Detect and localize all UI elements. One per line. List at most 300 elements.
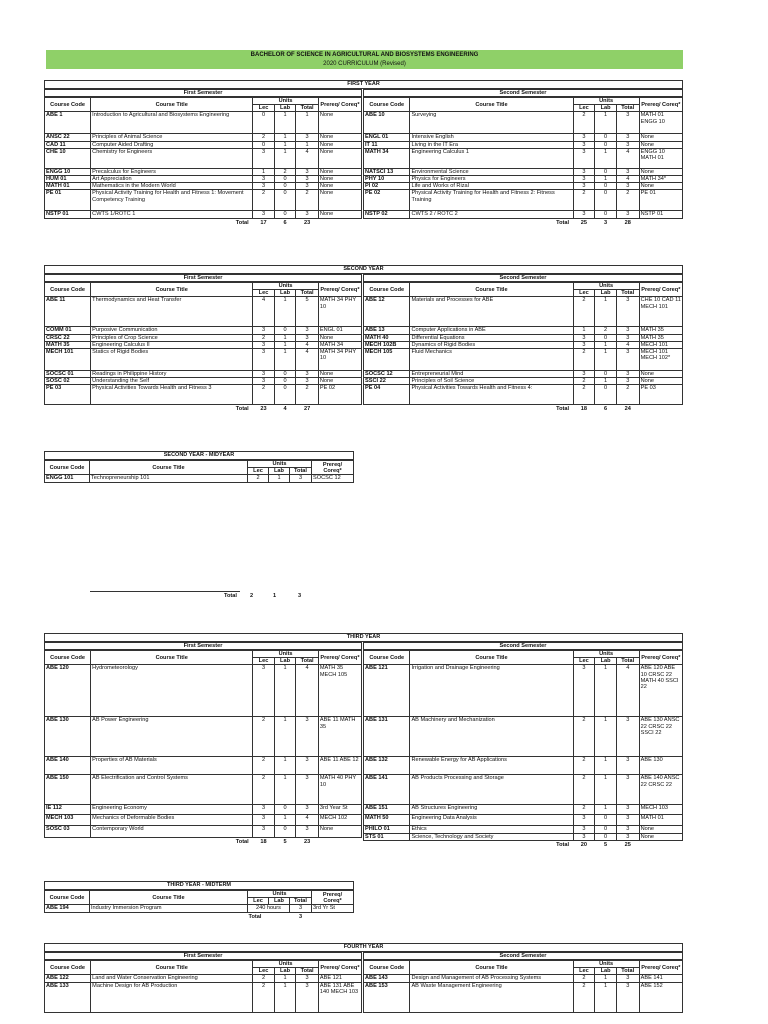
course-title: Principles of Soil Science	[410, 378, 573, 385]
course-title: Dynamics of Rigid Bodies	[410, 341, 573, 348]
spacer	[364, 218, 410, 226]
lec-units: 3	[573, 815, 595, 826]
lec-units: 3	[253, 371, 275, 378]
course-code: PE 02	[364, 190, 410, 211]
course-title: Materials and Processes for ABE	[410, 297, 573, 327]
lec-units: 0	[253, 141, 275, 148]
course-code: ABE 194	[45, 905, 90, 912]
curriculum-subtitle: 2020 CURRICULUM (Revised)	[323, 60, 406, 67]
semester-total-label: Total	[556, 406, 570, 413]
course-row	[45, 112, 362, 134]
total-units: 3	[296, 334, 319, 341]
course-row	[45, 475, 354, 482]
prereq: ABE 121	[318, 975, 361, 982]
course-row	[364, 378, 683, 385]
lec-units: 3	[573, 176, 595, 183]
course-title: Irrigation and Drainage Engineering	[410, 665, 573, 717]
course-code-header: Course Code	[364, 651, 410, 665]
course-code-header: Course Code	[364, 961, 410, 975]
lab-units: 0	[595, 826, 617, 833]
course-code: ABE 121	[364, 665, 410, 717]
prereq: None	[639, 183, 682, 190]
course-row	[364, 371, 683, 378]
lec-units: 3	[573, 183, 595, 190]
course-title: Physical Activities Towards Health and Fitness 4:	[410, 385, 573, 405]
course-row	[45, 815, 362, 826]
lab-units: 0	[274, 327, 296, 334]
course-code: SSCI 22	[364, 378, 410, 385]
second-semester	[363, 642, 683, 848]
lab-units: 1	[595, 112, 617, 134]
prereq: None	[639, 141, 682, 148]
lab-header: Lab	[269, 898, 290, 905]
lab-units: 1	[595, 982, 617, 1012]
course-row	[364, 211, 683, 218]
lab-units: 0	[274, 385, 296, 405]
lab-units: 1	[274, 134, 296, 141]
total-units: 2	[616, 190, 639, 211]
total-units: 3	[616, 826, 639, 833]
course-title: AB Structures Engineering	[410, 805, 573, 815]
lab-units: 0	[274, 805, 296, 815]
total-units: 4	[616, 176, 639, 183]
units-header: Units	[573, 961, 639, 968]
course-code: MECH 102B	[364, 341, 410, 348]
course-title-header: Course Title	[91, 961, 253, 975]
total-units: 2	[296, 385, 319, 405]
year-heading: SECOND YEAR	[44, 265, 683, 274]
immersion-hours: 240 hours	[248, 905, 290, 912]
total-units: 3	[616, 757, 639, 775]
total-units: 3	[616, 349, 639, 371]
course-row	[364, 385, 683, 405]
course-title-header: Course Title	[91, 651, 253, 665]
lec-header: Lec	[573, 658, 595, 665]
year-block-fourth	[44, 943, 683, 1013]
semester-total-row	[364, 218, 683, 226]
course-title: Physical Activity Training for Health and Fitness 1: Movement Competency Training	[91, 190, 253, 211]
lec-units: 3	[573, 141, 595, 148]
course-row	[45, 757, 362, 775]
lab-units: 0	[595, 833, 617, 840]
course-title: Industry Immersion Program	[90, 905, 248, 912]
lec-units: 3	[253, 665, 275, 717]
spacer	[45, 838, 91, 846]
course-table	[363, 97, 683, 226]
semester-total-total: 27	[303, 406, 311, 413]
course-title: Computer Aided Drafting	[91, 141, 253, 148]
course-code: ENGL 01	[364, 134, 410, 141]
course-title-header: Course Title	[410, 961, 573, 975]
course-title: Precalculus for Engineers	[91, 168, 253, 175]
course-title: Art Appreciation	[91, 176, 253, 183]
course-code: ABE 141	[364, 775, 410, 805]
course-title: Physics for Engineers	[410, 176, 573, 183]
lec-units: 3	[573, 134, 595, 141]
lab-units: 0	[595, 334, 617, 341]
course-row	[364, 805, 683, 815]
units-header: Units	[253, 961, 319, 968]
prereq: 3rd Year St	[318, 805, 361, 815]
course-row	[364, 815, 683, 826]
lec-units: 2	[573, 775, 595, 805]
course-title: AB Products Processing and Storage	[410, 775, 573, 805]
lab-units: 1	[595, 341, 617, 348]
lec-units: 3	[253, 826, 275, 838]
course-title: Machine Design for AB Production	[91, 982, 253, 1012]
total-units: 3	[616, 211, 639, 218]
lec-units: 2	[573, 982, 595, 1012]
total-header: Total	[296, 658, 319, 665]
prereq: MATH 35	[639, 327, 682, 334]
course-title: Chemistry for Engineers	[91, 148, 253, 168]
year-heading: THIRD YEAR	[44, 633, 683, 642]
units-header: Units	[573, 651, 639, 658]
course-title: Life and Works of Rizal	[410, 183, 573, 190]
lec-header: Lec	[573, 105, 595, 112]
prereq-header: Prereq/ Coreq*	[312, 461, 354, 475]
total-units: 4	[296, 341, 319, 348]
course-code-header: Course Code	[364, 98, 410, 112]
prereq: None	[318, 826, 361, 838]
course-code: MECH 101	[45, 349, 91, 371]
total-units: 3	[616, 815, 639, 826]
prereq: None	[318, 371, 361, 378]
course-title-header: Course Title	[91, 98, 253, 112]
lec-units: 0	[253, 112, 275, 134]
spacer	[45, 912, 248, 920]
prereq: ABE 140 ANSC 22 CRSC 22	[639, 775, 682, 805]
course-title: AB Power Engineering	[91, 717, 253, 757]
midyear-heading: SECOND YEAR - MIDYEAR	[44, 451, 354, 460]
lec-units: 2	[253, 775, 275, 805]
course-table	[44, 650, 362, 846]
course-row	[364, 717, 683, 757]
lec-units: 2	[573, 385, 595, 405]
lec-units: 3	[573, 341, 595, 348]
lab-units: 1	[595, 975, 617, 982]
course-title: AB Machinery and Mechanization	[410, 717, 573, 757]
course-code: HUM 01	[45, 176, 91, 183]
prereq: MATH 34	[318, 341, 361, 348]
course-code: ABE 131	[364, 717, 410, 757]
lec-units: 3	[573, 833, 595, 840]
spacer	[318, 405, 361, 413]
course-title-header: Course Title	[410, 98, 573, 112]
semester-total-total: 23	[303, 839, 311, 846]
lab-units: 1	[274, 975, 296, 982]
total-units: 3	[296, 176, 319, 183]
course-title: Engineering Calculus 1	[410, 148, 573, 168]
course-title: Mechanics of Deformable Bodies	[91, 815, 253, 826]
course-code: ABE 12	[364, 297, 410, 327]
course-code: ABE 120	[45, 665, 91, 717]
lec-units: 1	[253, 168, 275, 175]
total-units: 3	[296, 757, 319, 775]
course-code: ABE 1	[45, 112, 91, 134]
course-title: Entrepreneurial Mind	[410, 371, 573, 378]
prereq-header: Prereq/ Coreq*	[639, 961, 682, 975]
lab-header: Lab	[274, 968, 296, 975]
course-row	[45, 982, 362, 1012]
lec-units: 3	[573, 168, 595, 175]
total-units: 4	[616, 148, 639, 168]
lab-units: 1	[595, 349, 617, 371]
course-code-header: Course Code	[45, 891, 90, 905]
lec-header: Lec	[573, 290, 595, 297]
total-header: Total	[616, 290, 639, 297]
semesters	[44, 274, 683, 413]
prereq: PE 03	[639, 385, 682, 405]
lec-units: 3	[253, 148, 275, 168]
course-code: CAD 11	[45, 141, 91, 148]
semester-total-lab: 3	[603, 219, 608, 226]
course-code: MATH 35	[45, 341, 91, 348]
total-header: Total	[616, 658, 639, 665]
prereq: MATH 34*	[639, 176, 682, 183]
prereq: MATH 01 ENGG 10	[639, 112, 682, 134]
lab-units: 1	[274, 717, 296, 757]
prereq: None	[318, 141, 361, 148]
lab-units: 0	[595, 815, 617, 826]
prereq: None	[318, 134, 361, 141]
course-title-header: Course Title	[90, 891, 248, 905]
prereq: None	[639, 826, 682, 833]
midyear-total-lec: 2	[250, 593, 254, 599]
lab-units: 1	[274, 757, 296, 775]
course-row	[45, 775, 362, 805]
lec-units: 2	[253, 190, 275, 211]
semester-total-lab: 6	[283, 219, 287, 226]
course-table	[44, 97, 362, 226]
course-title: Thermodynamics and Heat Transfer	[91, 297, 253, 327]
total-header: Total	[296, 105, 319, 112]
prereq: ABE 120 ABE 10 CRSC 22 MATH 40 SSCI 22	[639, 665, 682, 717]
course-code: SOSC 02	[45, 378, 91, 385]
course-code: ABE 10	[364, 112, 410, 134]
lab-units: 0	[274, 190, 296, 211]
midyear-total-label: Total	[224, 593, 237, 599]
spacer	[639, 405, 682, 413]
course-code: ABE 151	[364, 805, 410, 815]
semester-total-label: Total	[235, 839, 249, 846]
semester-title: First Semester	[44, 642, 362, 650]
course-row	[45, 378, 362, 385]
lab-units: 0	[595, 211, 617, 218]
lab-units: 1	[274, 334, 296, 341]
spacer	[45, 405, 91, 413]
lab-units: 2	[274, 168, 296, 175]
lab-units: 1	[595, 176, 617, 183]
semester-total-lec: 20	[580, 841, 587, 848]
course-code: MATH 34	[364, 148, 410, 168]
lab-units: 0	[274, 371, 296, 378]
lab-units: 0	[595, 385, 617, 405]
lab-units: 1	[274, 297, 296, 327]
course-code: NSTP 01	[45, 211, 91, 218]
course-row	[45, 341, 362, 348]
total-units: 3	[616, 717, 639, 757]
course-title: Fluid Mechanics	[410, 349, 573, 371]
course-row	[45, 385, 362, 405]
total-units: 3	[296, 371, 319, 378]
semester-total-label: Total	[235, 219, 249, 226]
semesters	[44, 642, 683, 848]
course-title: Introduction to Agricultural and Biosystems Engineering	[91, 112, 253, 134]
prereq: ABE 141	[639, 975, 682, 982]
course-title: Mathematics in the Modern World	[91, 183, 253, 190]
course-row	[45, 183, 362, 190]
semester-total-label: Total	[235, 406, 249, 413]
midyear-total-line	[90, 591, 240, 592]
course-row	[45, 805, 362, 815]
course-code: PHY 10	[364, 176, 410, 183]
lec-units: 2	[573, 112, 595, 134]
lab-units: 1	[274, 349, 296, 371]
spacer	[639, 218, 682, 226]
course-row	[364, 975, 683, 982]
lec-units: 2	[573, 297, 595, 327]
prereq: PE 01	[639, 190, 682, 211]
course-code-header: Course Code	[45, 651, 91, 665]
course-row	[364, 190, 683, 211]
course-row	[364, 341, 683, 348]
course-title: Contemporary World	[91, 826, 253, 838]
course-title-header: Course Title	[90, 461, 248, 475]
lab-header: Lab	[595, 968, 617, 975]
lab-units: 1	[274, 982, 296, 1012]
semester-total-label: Total	[556, 219, 570, 226]
semester-total-lec: 23	[260, 406, 267, 413]
lec-units: 3	[253, 183, 275, 190]
course-row	[364, 982, 683, 1012]
course-row	[45, 349, 362, 371]
prereq-header: Prereq/ Coreq*	[639, 283, 682, 297]
second-semester	[363, 274, 683, 413]
course-code: ABE 11	[45, 297, 91, 327]
course-row	[364, 665, 683, 717]
spacer	[639, 840, 682, 848]
course-code: MECH 103	[45, 815, 91, 826]
lab-units: 1	[274, 775, 296, 805]
course-row	[364, 183, 683, 190]
prereq: None	[639, 378, 682, 385]
lab-units: 0	[595, 134, 617, 141]
total-units: 4	[296, 665, 319, 717]
lec-units: 3	[253, 211, 275, 218]
lab-units: 0	[274, 211, 296, 218]
semester-total-lab: 4	[283, 406, 287, 413]
course-table	[363, 282, 683, 413]
semester-total-total: 28	[624, 219, 631, 226]
total-units: 3	[616, 805, 639, 815]
total-units: 4	[296, 349, 319, 371]
semester-total-total: 25	[624, 841, 631, 848]
total-header: Total	[290, 898, 312, 905]
prereq: None	[318, 148, 361, 168]
lab-units: 1	[274, 665, 296, 717]
prereq-header: Prereq/ Coreq*	[639, 98, 682, 112]
midterm-total-row	[45, 912, 354, 920]
lab-units: 2	[595, 327, 617, 334]
program-title: BACHELOR OF SCIENCE IN AGRICULTURAL AND BIOSYSTEMS ENGINEERING	[250, 52, 479, 58]
course-code: ABE 150	[45, 775, 91, 805]
prereq-header: Prereq/ Coreq*	[318, 283, 361, 297]
lab-units: 0	[274, 826, 296, 838]
semester-total-lec: 17	[260, 219, 267, 226]
lec-units: 3	[253, 327, 275, 334]
course-title: Engineering Calculus II	[91, 341, 253, 348]
semester-title: Second Semester	[363, 89, 683, 97]
lec-units: 1	[573, 327, 595, 334]
lab-units: 1	[269, 475, 290, 482]
semester-total-row	[364, 405, 683, 413]
course-row	[364, 826, 683, 833]
lec-units: 2	[253, 334, 275, 341]
prereq: None	[318, 176, 361, 183]
total-units: 3	[296, 168, 319, 175]
year-block-second	[44, 265, 683, 413]
course-code: NATSCI 13	[364, 168, 410, 175]
total-units: 3	[296, 975, 319, 982]
midterm-total-label: Total	[248, 913, 262, 920]
course-code-header: Course Code	[45, 461, 90, 475]
midterm-heading: THIRD YEAR - MIDTERM	[44, 881, 354, 890]
lab-units: 1	[274, 141, 296, 148]
course-code: ABE 133	[45, 982, 91, 1012]
course-row	[45, 826, 362, 838]
total-units: 3	[296, 378, 319, 385]
course-code: CRSC 22	[45, 334, 91, 341]
total-units: 3	[616, 168, 639, 175]
course-code: ABE 132	[364, 757, 410, 775]
second-semester	[363, 89, 683, 226]
course-title: CWTS 2 / ROTC 2	[410, 211, 573, 218]
semester-total-lec: 18	[260, 839, 267, 846]
midyear-total-total: 3	[298, 593, 302, 599]
course-title: AB Waste Management Engineering	[410, 982, 573, 1012]
prereq: MATH 34 PHY 10	[318, 297, 361, 327]
units-header: Units	[248, 461, 312, 468]
semester-total-lab: 6	[603, 406, 608, 413]
course-row	[364, 833, 683, 840]
course-title: Purposive Communication	[91, 327, 253, 334]
course-code: IT 11	[364, 141, 410, 148]
semester-total-row	[45, 405, 362, 413]
lec-units: 3	[573, 371, 595, 378]
lab-units: 0	[274, 378, 296, 385]
course-row	[45, 148, 362, 168]
prereq-header: Prereq/ Coreq*	[318, 651, 361, 665]
midyear-table	[44, 460, 354, 483]
semesters	[44, 952, 683, 1013]
course-row	[364, 775, 683, 805]
lec-units: 2	[253, 134, 275, 141]
prereq: None	[318, 334, 361, 341]
semester-title: First Semester	[44, 89, 362, 97]
total-units: 3	[616, 297, 639, 327]
lec-units: 2	[253, 975, 275, 982]
lab-units: 0	[595, 183, 617, 190]
prereq-header: Prereq/ Coreq*	[312, 891, 354, 905]
lec-units: 3	[253, 815, 275, 826]
year-heading: FOURTH YEAR	[44, 943, 683, 952]
lec-units: 3	[253, 805, 275, 815]
prereq-header: Prereq/ Coreq*	[318, 98, 361, 112]
course-title: AB Electrification and Control Systems	[91, 775, 253, 805]
course-title: Land and Water Conservation Engineering	[91, 975, 253, 982]
course-code: PI 02	[364, 183, 410, 190]
